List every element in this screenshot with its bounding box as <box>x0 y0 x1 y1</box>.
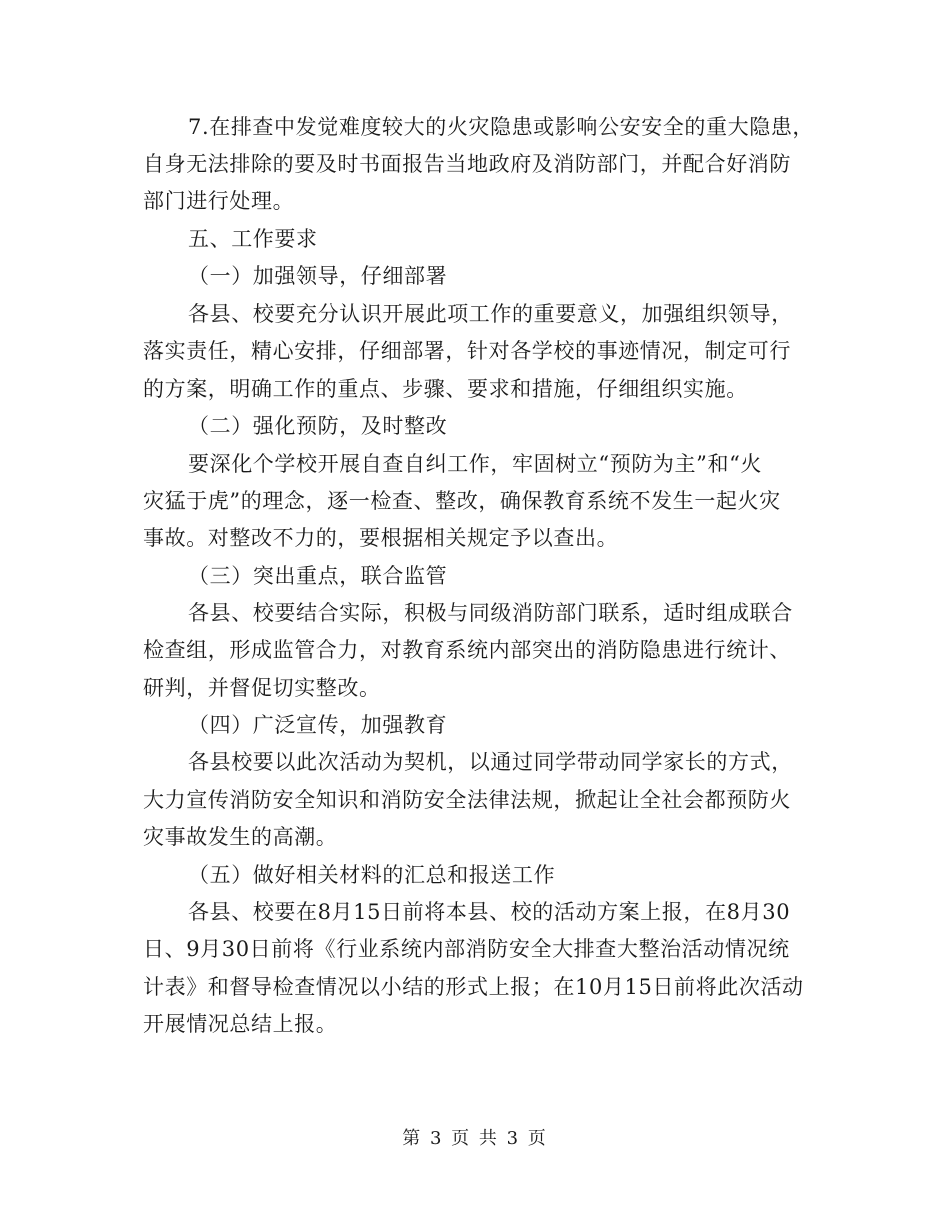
paragraph-line: 计表》和督导检查情况以小结的形式上报；在10月15日前将此次活动 <box>143 975 804 999</box>
paragraph-line: 要深化个学校开展自查自纠工作，牢固树立“预防为主”和“火 <box>188 452 763 476</box>
paragraph-line: 自身无法排除的要及时书面报告当地政府及消防部门，并配合好消防 <box>143 152 791 176</box>
paragraph-line: 落实责任，精心安排，仔细部署，针对各学校的事迹情况，制定可行 <box>143 339 791 363</box>
paragraph-line: 事故。对整改不力的，要根据相关规定予以查出。 <box>143 526 619 550</box>
subsection-heading: （一）加强领导，仔细部署 <box>188 264 448 288</box>
paragraph-line: 7.在排查中发觉难度较大的火灾隐患或影响公安安全的重大隐患， <box>188 115 815 139</box>
paragraph-line: 的方案，明确工作的重点、步骤、要求和措施，仔细组织实施。 <box>143 377 748 401</box>
paragraph-line: 检查组，形成监管合力，对教育系统内部突出的消防隐患进行统计、 <box>143 638 791 662</box>
paragraph-line: 各县、校要充分认识开展此项工作的重要意义，加强组织领导， <box>188 302 793 326</box>
paragraph-line: 各县、校要结合实际，积极与同级消防部门联系，适时组成联合 <box>188 601 793 625</box>
paragraph-line: 开展情况总结上报。 <box>143 1012 338 1036</box>
page-number-footer: 第 3 页 共 3 页 <box>402 1128 548 1149</box>
paragraph-line: 灾事故发生的高潮。 <box>143 825 338 849</box>
paragraph-line: 日、9月30日前将《行业系统内部消防安全大排查大整治活动情况统 <box>143 937 790 961</box>
paragraph-line: 大力宣传消防安全知识和消防安全法律法规，掀起让全社会都预防火 <box>143 788 791 812</box>
subsection-heading: （五）做好相关材料的汇总和报送工作 <box>188 863 556 887</box>
paragraph-line: 各县、校要在8月15日前将本县、校的活动方案上报，在8月30 <box>188 900 791 924</box>
paragraph-line: 灾猛于虎”的理念，逐一检查、整改，确保教育系统不发生一起火灾 <box>143 489 781 513</box>
section-heading: 五、工作要求 <box>188 227 318 251</box>
paragraph-line: 部门进行处理。 <box>143 189 295 213</box>
paragraph-line: 各县校要以此次活动为契机，以通过同学带动同学家长的方式， <box>188 750 793 774</box>
subsection-heading: （四）广泛宣传，加强教育 <box>188 713 448 737</box>
paragraph-line: 研判，并督促切实整改。 <box>143 676 381 700</box>
subsection-heading: （二）强化预防，及时整改 <box>188 414 448 438</box>
subsection-heading: （三）突出重点，联合监管 <box>188 564 448 588</box>
